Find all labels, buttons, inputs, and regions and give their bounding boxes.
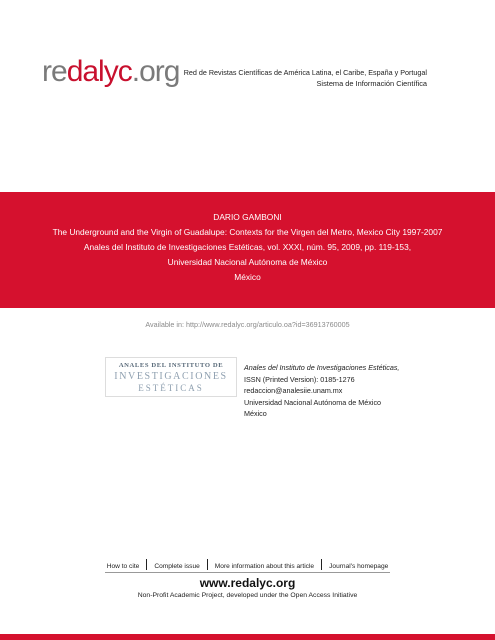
journal-logo-line3: ESTÉTICAS xyxy=(138,383,204,393)
journal-issn: ISSN (Printed Version): 0185-1276 xyxy=(244,374,355,384)
redalyc-logo xyxy=(42,55,180,95)
more-info-link[interactable]: More information about this article xyxy=(214,563,315,570)
footer-divider xyxy=(105,572,390,573)
article-title: The Underground and the Virgin of Guadalupe: Contexts for the Virgen del Metro, Mexico City 1997-2007 xyxy=(52,227,443,237)
article-institution: Universidad Nacional Autónoma de México xyxy=(167,257,328,267)
network-tagline: Red de Revistas Científicas de América Latina, el Caribe, España y Portugal xyxy=(183,68,427,77)
journal-institution: Universidad Nacional Autónoma de México xyxy=(244,397,382,407)
system-tagline: Sistema de Información Científica xyxy=(316,79,427,88)
logo-text-re: re xyxy=(42,55,67,88)
footer-tagline: Non-Profit Academic Project, developed under the Open Access Initiative xyxy=(137,592,358,599)
journal-email[interactable]: redaccion@analesiie.unam.mx xyxy=(244,386,343,395)
article-citation: Anales del Instituto de Investigaciones Estéticas, vol. XXXI, núm. 95, 2009, pp. 119-153, xyxy=(83,242,412,252)
available-link[interactable]: Available in: http://www.redalyc.org/articulo.oa?id=36913760005 xyxy=(145,320,350,329)
bottom-red-bar xyxy=(0,634,495,640)
site-url[interactable]: www.redalyc.org xyxy=(199,576,296,590)
journal-logo xyxy=(105,357,237,397)
journal-info xyxy=(244,362,399,420)
article-country: México xyxy=(234,272,261,282)
article-header-band xyxy=(0,192,495,308)
journal-logo-line1: ANALES DEL INSTITUTO DE xyxy=(118,362,224,369)
journal-logo-line2: INVESTIGACIONES xyxy=(114,371,228,382)
logo-text-dalyc: dalyc xyxy=(66,55,132,88)
journal-country: México xyxy=(244,409,267,418)
article-links xyxy=(0,559,495,570)
logo-text-org: .org xyxy=(131,55,180,88)
how-to-cite-link[interactable]: How to cite xyxy=(106,563,140,570)
complete-issue-link[interactable]: Complete issue xyxy=(154,563,200,570)
journal-homepage-link[interactable]: Journal's homepage xyxy=(329,563,389,570)
journal-name: Anales del Instituto de Investigaciones Estéticas, xyxy=(244,363,400,372)
article-author: DARIO GAMBONI xyxy=(213,212,282,222)
